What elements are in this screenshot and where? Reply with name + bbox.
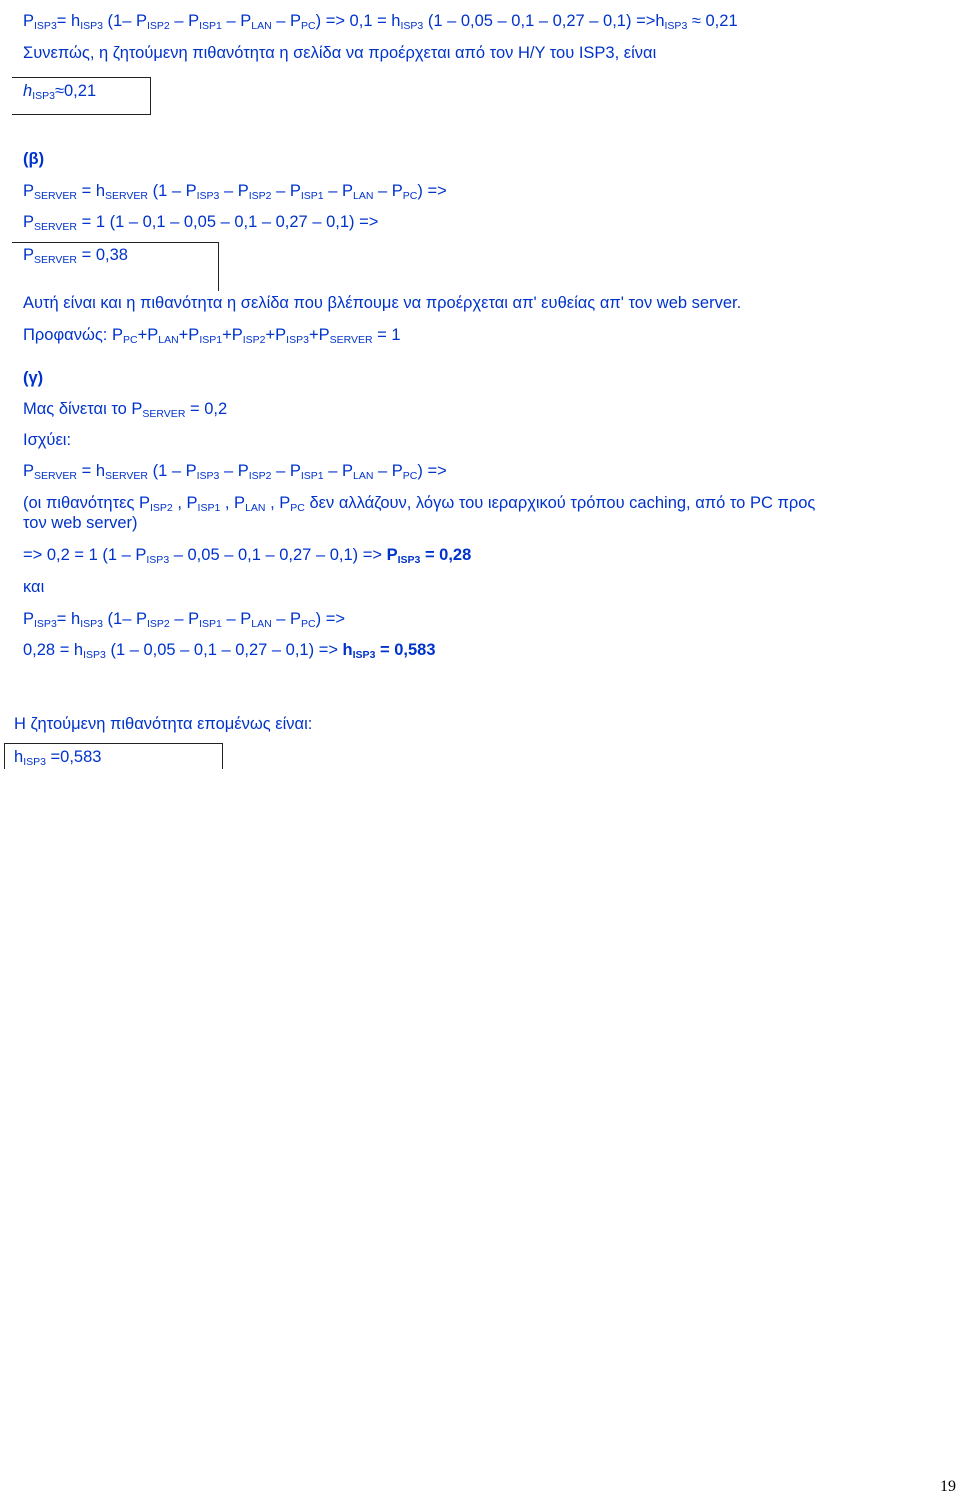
subscript: SERVER <box>34 470 78 482</box>
subscript: ISP2 <box>242 334 266 346</box>
text: 0,28 = h <box>23 641 84 659</box>
subscript: ISP3 <box>80 618 103 630</box>
subscript: ISP3 <box>80 20 103 32</box>
subscript: ISP1 <box>300 470 324 482</box>
sentence-final: Η ζητούμενη πιθανότητα επομένως είναι: <box>14 715 313 733</box>
text: ) => <box>417 182 447 200</box>
text: ) => <box>315 610 345 628</box>
sentence-holds: Ισχύει: <box>23 431 72 449</box>
result-subscript: ISP3 <box>397 554 421 566</box>
subscript: ISP3 <box>196 190 220 202</box>
word-and: και <box>23 578 45 596</box>
subscript: SERVER <box>329 334 373 346</box>
subscript: ISP2 <box>248 470 272 482</box>
subscript: ISP1 <box>199 334 223 346</box>
text: +P <box>137 326 159 344</box>
given-p-server <box>23 399 227 419</box>
text: (1 – 0,05 – 0,1 – 0,27 – 0,1) =>h <box>423 12 665 30</box>
heading-part-c: (γ) <box>23 369 44 387</box>
text: +P <box>222 326 243 344</box>
equation-solve-h-isp3 <box>23 640 436 660</box>
text: = h <box>56 610 81 628</box>
subscript: PC <box>402 470 418 482</box>
subscript: LAN <box>352 470 374 482</box>
answer-box-c-right <box>222 743 223 769</box>
text: = h <box>77 182 105 200</box>
text: (1– P <box>102 12 147 30</box>
text: – P <box>221 610 252 628</box>
text: (οι πιθανότητες P <box>23 494 150 512</box>
text: – P <box>219 462 249 480</box>
subscript: ISP1 <box>199 20 222 32</box>
subscript: SERVER <box>105 190 148 202</box>
text: h <box>14 748 24 766</box>
equation-p-server <box>23 181 447 201</box>
subscript: SERVER <box>34 254 78 266</box>
text: = 0,38 <box>77 246 128 264</box>
result-text: = 0,28 <box>420 546 472 564</box>
text: (1 – 0,05 – 0,1 – 0,27 – 0,1) => <box>105 641 343 659</box>
subscript: LAN <box>251 20 272 32</box>
subscript: ISP1 <box>300 190 324 202</box>
text: P <box>23 12 35 30</box>
text: – P <box>323 182 353 200</box>
subscript: ISP3 <box>400 20 424 32</box>
text: ≈ 0,21 <box>687 12 738 30</box>
subscript: ISP2 <box>248 190 272 202</box>
text: +P <box>308 326 330 344</box>
text: => 0,2 = 1 (1 – P <box>23 546 147 564</box>
answer-box-c-top <box>4 743 223 744</box>
subscript: PC <box>301 618 316 630</box>
answer-box-right <box>150 77 151 114</box>
note-continuation: τον web server) <box>23 514 138 532</box>
text: ) => 0,1 = h <box>315 12 401 30</box>
text: (1– P <box>102 610 147 628</box>
subscript: ISP1 <box>197 502 221 514</box>
subscript: ISP2 <box>150 502 173 514</box>
answer-box-b <box>23 245 128 265</box>
equation-p-isp3 <box>23 11 738 31</box>
text: = 1 (1 – 0,1 – 0,05 – 0,1 – 0,27 – 0,1) => <box>77 213 379 231</box>
answer-box-c <box>14 747 101 767</box>
page-number: 19 <box>940 1478 956 1495</box>
text: – P <box>271 12 302 30</box>
text: ) => <box>417 462 447 480</box>
text: h <box>23 82 33 100</box>
text: – P <box>373 182 403 200</box>
answer-box-b-right <box>218 242 219 291</box>
text: – P <box>323 462 353 480</box>
text: – P <box>271 182 301 200</box>
subscript: ISP1 <box>199 618 222 630</box>
text: , P <box>220 494 246 512</box>
subscript: ISP3 <box>196 470 220 482</box>
heading-part-b: (β) <box>23 150 45 168</box>
subscript: PC <box>301 20 316 32</box>
subscript: ISP3 <box>23 756 46 768</box>
text: – P <box>221 12 252 30</box>
text: – P <box>271 462 301 480</box>
answer-box-top <box>12 77 151 78</box>
equation-solve-p-isp3 <box>23 545 471 565</box>
text: +P <box>178 326 200 344</box>
text: = 0,2 <box>185 400 228 418</box>
sentence-web-server: Αυτή είναι και η πιθανότητα η σελίδα που βλέπουμε να προέρχεται απ' ευθείας απ' τον web server. <box>23 294 742 312</box>
result-subscript: ISP3 <box>352 649 376 661</box>
text: – P <box>271 610 302 628</box>
text: P <box>23 213 35 231</box>
text: (1 – P <box>148 182 197 200</box>
subscript: ISP3 <box>664 20 688 32</box>
text: – P <box>169 12 200 30</box>
text: =0,583 <box>45 748 102 766</box>
note-unchanged-probabilities <box>23 493 815 513</box>
subscript: SERVER <box>34 190 78 202</box>
text: = h <box>77 462 105 480</box>
text: (1 – P <box>148 462 197 480</box>
result-text: = 0,583 <box>375 641 436 659</box>
text: ≈0,21 <box>54 82 97 100</box>
text: P <box>23 462 35 480</box>
equation-p-server-c <box>23 461 447 481</box>
text: , P <box>265 494 291 512</box>
equation-p-server-substituted <box>23 212 378 232</box>
text: – P <box>219 182 249 200</box>
sentence-conclusion-a: Συνεπώς, η ζητούμενη πιθανότητα η σελίδα να προέρχεται από τον Η/Υ του ISP3, είναι <box>23 44 657 62</box>
answer-box-b-top <box>12 242 219 243</box>
subscript: ISP3 <box>34 20 57 32</box>
text: = h <box>56 12 81 30</box>
subscript: ISP3 <box>286 334 309 346</box>
text: = 1 <box>372 326 401 344</box>
subscript: PC <box>402 190 418 202</box>
subscript: LAN <box>352 190 374 202</box>
subscript: SERVER <box>34 221 78 233</box>
text: – 0,05 – 0,1 – 0,27 – 0,1) => <box>169 546 387 564</box>
subscript: ISP2 <box>146 618 170 630</box>
equation-p-isp3-c <box>23 609 345 629</box>
subscript: ISP2 <box>146 20 170 32</box>
text: P <box>23 182 35 200</box>
subscript: SERVER <box>142 408 186 420</box>
text: Προφανώς: P <box>23 326 123 344</box>
subscript: PC <box>290 502 305 514</box>
subscript: PC <box>122 334 138 346</box>
answer-box-bottom <box>12 114 151 115</box>
subscript: ISP3 <box>83 649 106 661</box>
text: , P <box>172 494 198 512</box>
text: P <box>23 246 35 264</box>
subscript: ISP3 <box>34 618 57 630</box>
answer-box-a <box>23 81 96 101</box>
subscript: SERVER <box>105 470 148 482</box>
text: Μας δίνεται το P <box>23 400 143 418</box>
equation-sum-probabilities <box>23 325 401 345</box>
result-text: P <box>386 546 398 564</box>
result-text: h <box>342 641 353 659</box>
text: δεν αλλάζουν, λόγω του ιεραρχικού τρόπου caching, από το PC προς <box>304 494 816 512</box>
subscript: ISP3 <box>146 554 170 566</box>
text: – P <box>169 610 200 628</box>
subscript: ISP3 <box>32 90 55 102</box>
text: P <box>23 610 35 628</box>
subscript: LAN <box>158 334 179 346</box>
text: +P <box>265 326 287 344</box>
answer-box-c-left <box>4 743 5 769</box>
subscript: LAN <box>251 618 272 630</box>
text: – P <box>373 462 403 480</box>
subscript: LAN <box>245 502 266 514</box>
